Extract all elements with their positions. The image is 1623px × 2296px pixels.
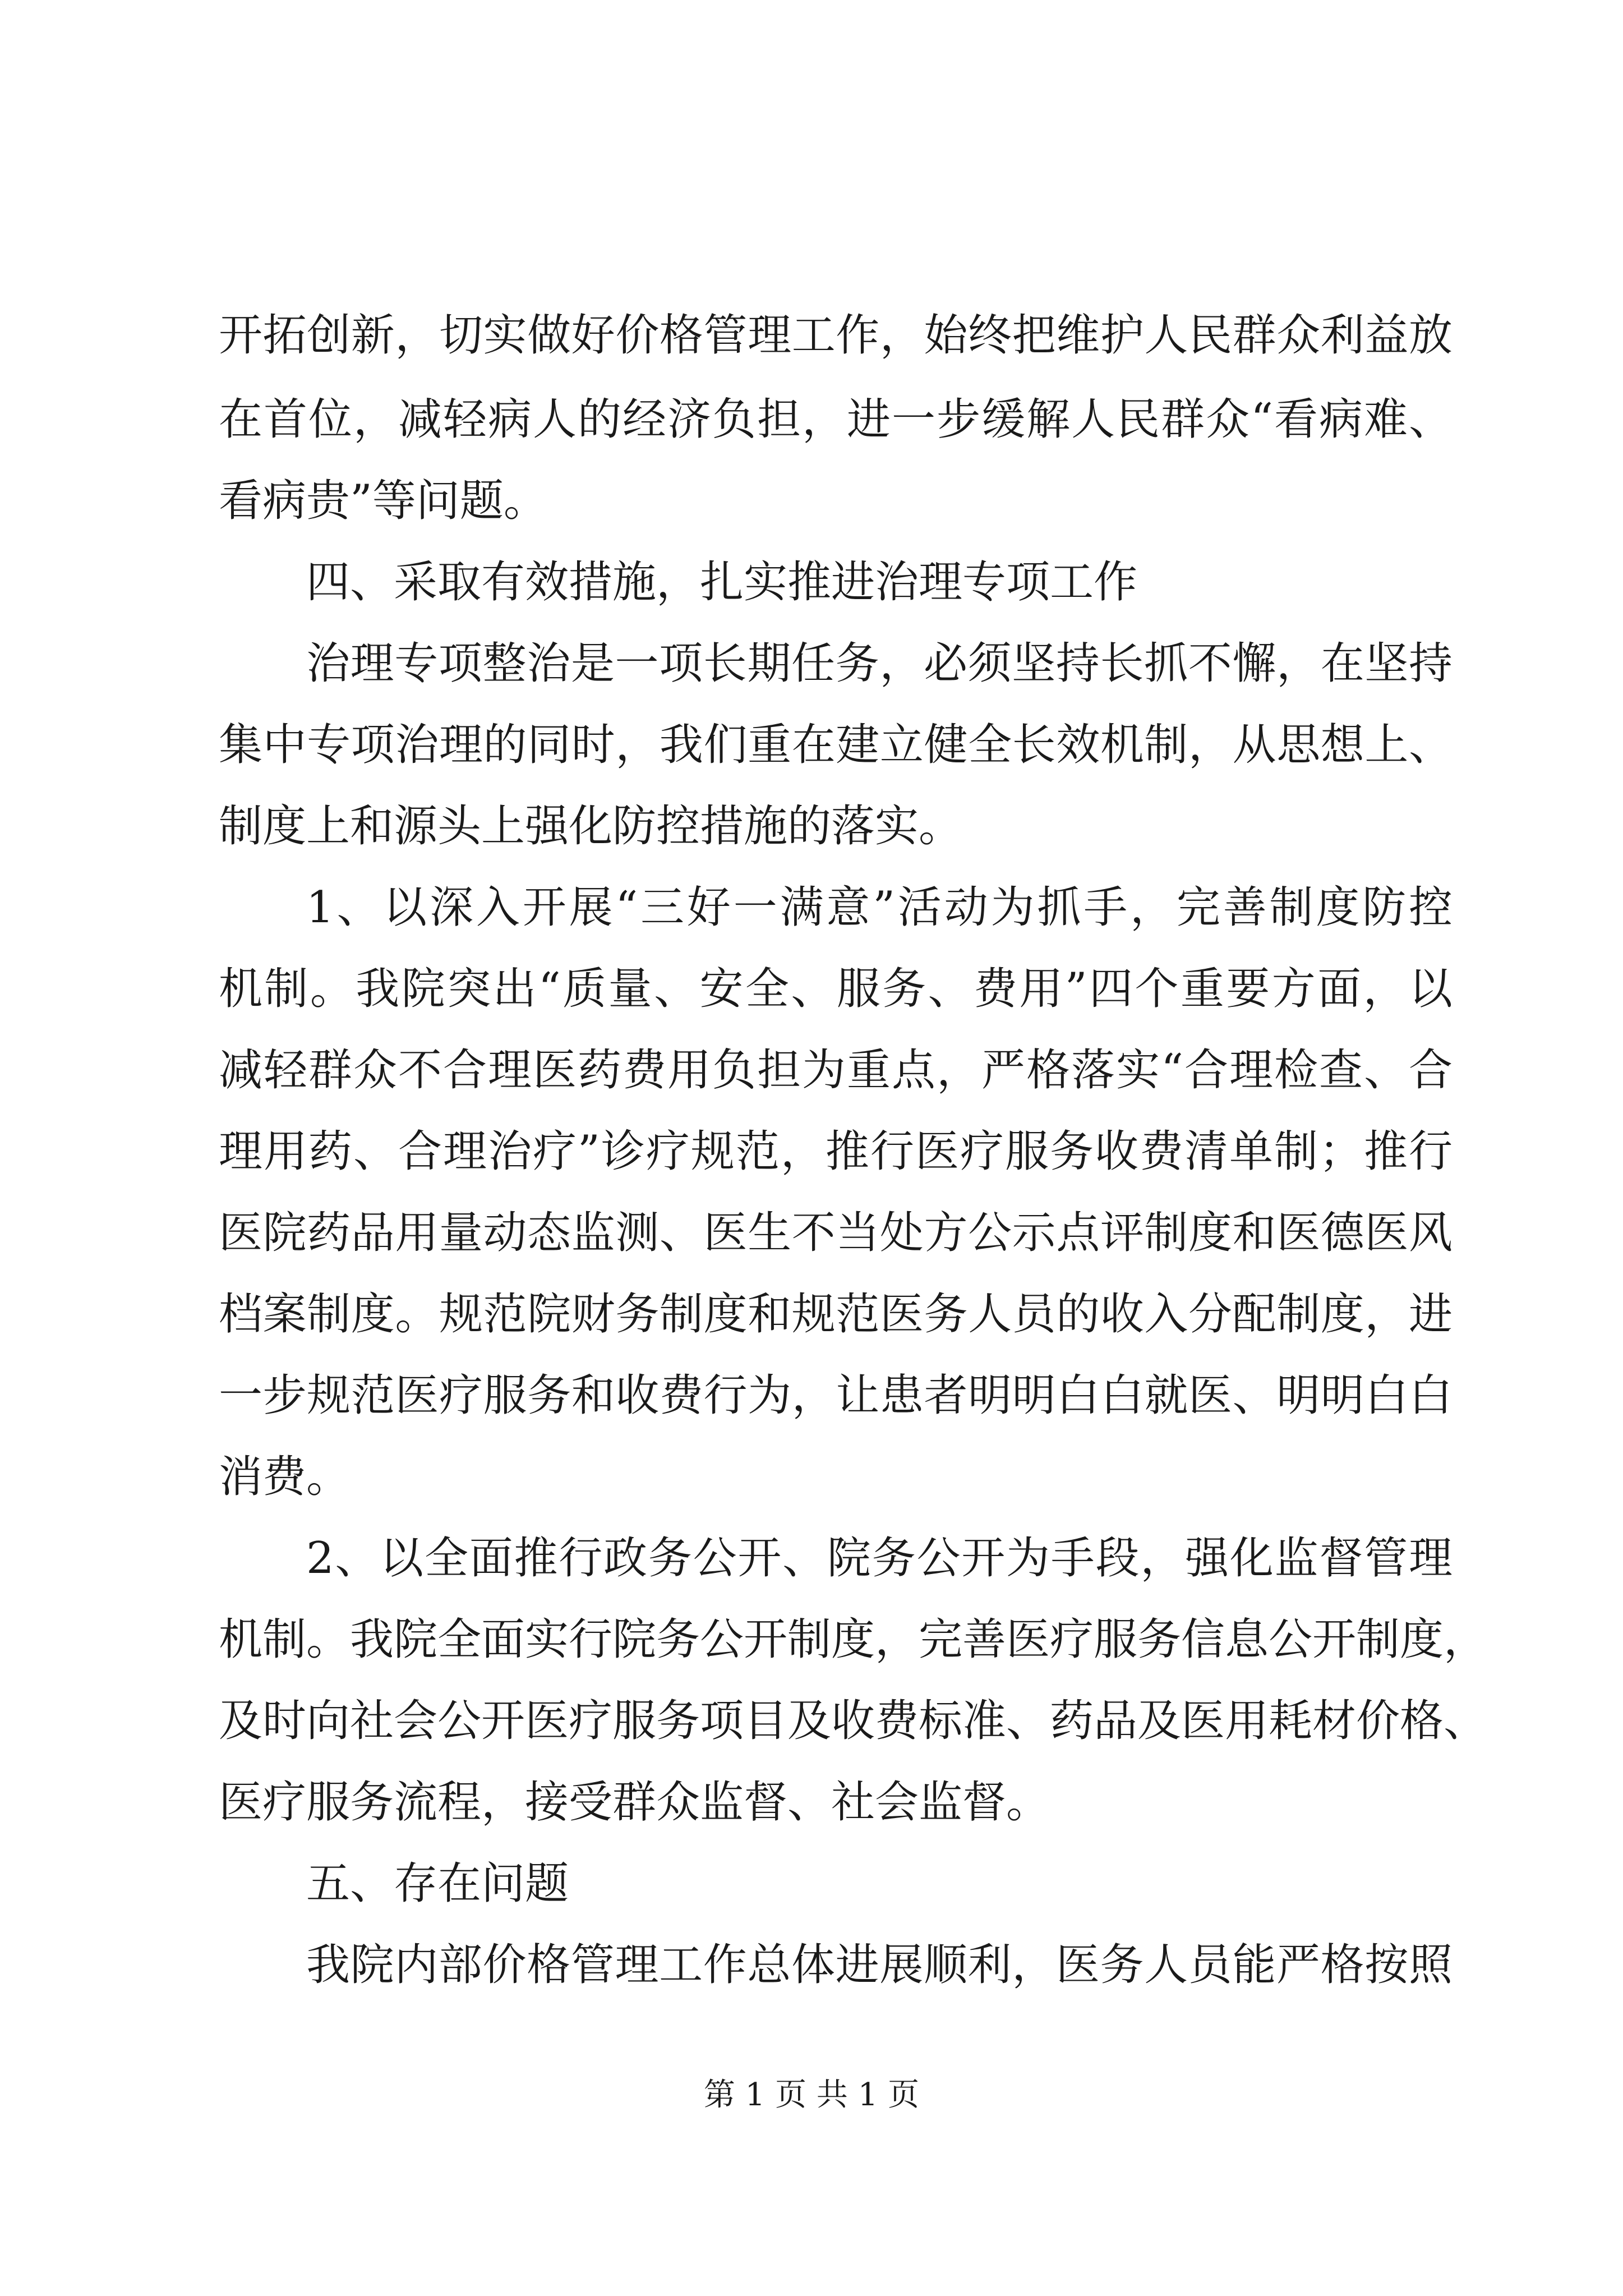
body-text-line: 消费。 xyxy=(219,1452,351,1502)
body-text-line: 理用药、合理治疗”诊疗规范，推行医疗服务收费清单制；推行 xyxy=(219,1126,1453,1177)
section-heading: 四、采取有效措施，扎实推进治理专项工作 xyxy=(306,557,1138,608)
body-text-line: 机制。我院全面实行院务公开制度，完善医疗服务信息公开制度， xyxy=(219,1614,1488,1665)
body-text-line: 治理专项整治是一项长期任务，必须坚持长抓不懈，在坚持 xyxy=(306,638,1453,689)
body-text-line: 制度上和源头上强化防控措施的落实。 xyxy=(219,801,963,852)
body-text-line: 2、以全面推行政务公开、院务公开为手段，强化监督管理 xyxy=(306,1533,1453,1584)
body-text-line: 及时向社会公开医疗服务项目及收费标准、药品及医用耗材价格、 xyxy=(219,1696,1488,1746)
body-text-line: 一步规范医疗服务和收费行为，让患者明明白白就医、明明白白 xyxy=(219,1370,1453,1421)
body-text-line: 减轻群众不合理医药费用负担为重点，严格落实“合理检查、合 xyxy=(219,1045,1453,1096)
body-text-line: 医院药品用量动态监测、医生不当处方公示点评制度和医德医风 xyxy=(219,1208,1453,1258)
body-text-line: 在首位，减轻病人的经济负担，进一步缓解人民群众“看病难、 xyxy=(219,394,1453,445)
body-text-line: 看病贵”等问题。 xyxy=(219,476,547,526)
body-text-line: 我院内部价格管理工作总体进展顺利，医务人员能严格按照 xyxy=(306,1940,1453,1990)
body-text-line: 集中专项治理的同时，我们重在建立健全长效机制，从思想上、 xyxy=(219,720,1453,770)
body-text-line: 1、以深入开展“三好一满意”活动为抓手，完善制度防控 xyxy=(306,882,1453,933)
body-text-line: 医疗服务流程，接受群众监督、社会监督。 xyxy=(219,1777,1050,1828)
page-footer: 第 1 页 共 1 页 xyxy=(703,2077,920,2113)
section-heading: 五、存在问题 xyxy=(306,1858,569,1909)
body-text-line: 开拓创新，切实做好价格管理工作，始终把维护人民群众利益放 xyxy=(219,310,1453,361)
body-text-line: 机制。我院突出“质量、安全、服务、费用”四个重要方面，以 xyxy=(219,964,1453,1014)
body-text-line: 档案制度。规范院财务制度和规范医务人员的收入分配制度，进 xyxy=(219,1289,1453,1340)
